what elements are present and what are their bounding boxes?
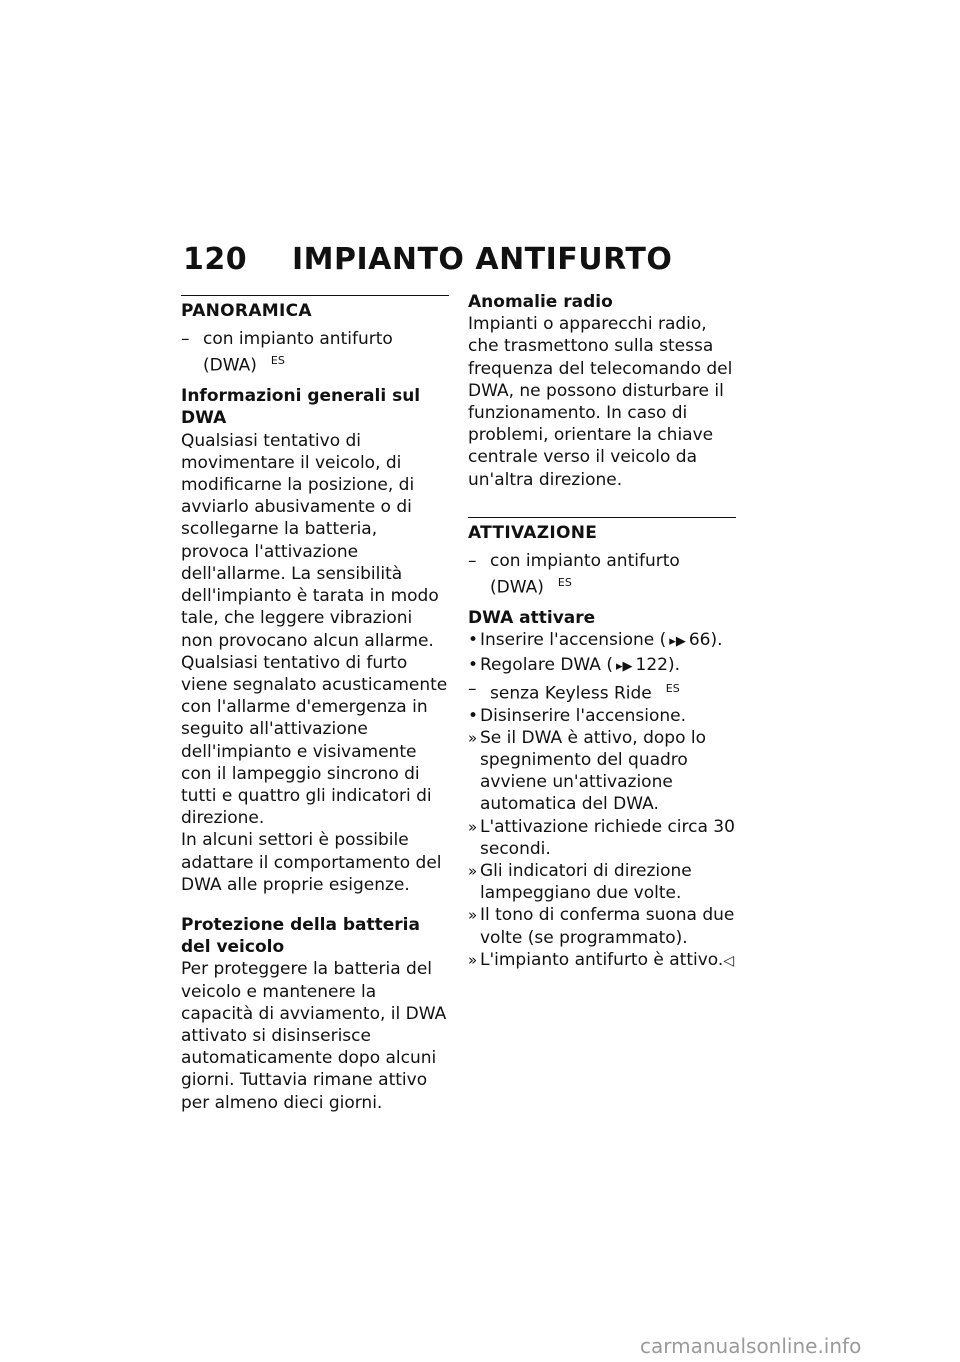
result-arrow-icon: » bbox=[468, 861, 478, 880]
condition-text: senza Keyless Ride bbox=[490, 683, 652, 704]
page-reference-arrow-icon: ▸▶ bbox=[669, 634, 686, 650]
subheading-general-info: Informazioni generali sul DWA bbox=[181, 386, 421, 429]
step-item: • Regolare DWA ( ▸▶ 122). bbox=[468, 654, 736, 678]
page-reference-link[interactable]: 122). bbox=[635, 654, 680, 675]
condition-text: con impianto antifurto (DWA) bbox=[203, 329, 393, 377]
paragraph-general-info: Qualsiasi tentativo di movimentare il veicolo, di modificarne la posizione, di avviarlo abusivamente o di scollegarne la batteria, provoca l'attivazione dell'allarme. La sensibilità dell'impianto è tarata in modo tale, che leggere vibrazioni non provocano alcun allarme. Qualsiasi tentativo di furto viene segnalato acusticamente con l'allarme d'emergenza in seguito all'attivazione dell'impianto e visivamente con il lampeggio sincrono di tutti e quattro gli indicatori di direzione. bbox=[181, 430, 448, 829]
page-header bbox=[183, 242, 672, 277]
step-item: • Disinserire l'accensione. bbox=[468, 705, 687, 726]
bullet-icon: • bbox=[468, 630, 479, 651]
condition-badge: ES bbox=[270, 354, 285, 368]
condition-badge: ES bbox=[665, 681, 680, 695]
result-item: » Gli indicatori di direzione lampeggiano due volte. bbox=[468, 860, 692, 904]
paragraph-battery-protection: Per proteggere la batteria del veicolo e mantenere la capacità di avviamento, il DWA attivato si disinserisce automaticamente dopo alcuni giorni. Tuttavia rimane attivo per almeno dieci giorni. bbox=[181, 959, 447, 1113]
page-reference-link[interactable]: 66). bbox=[688, 630, 723, 651]
dash-marker: – bbox=[468, 678, 477, 699]
result-item: » L'impianto antifurto è attivo.◁ bbox=[468, 949, 735, 970]
condition-text: con impianto antifurto (DWA) bbox=[490, 551, 680, 598]
end-of-section-icon: ◁ bbox=[723, 952, 735, 969]
section-title-attivazione: ATTIVAZIONE bbox=[468, 522, 598, 543]
subheading-battery-protection: Protezione della batteria del veicolo bbox=[181, 914, 420, 958]
page-number: 120 bbox=[183, 242, 248, 277]
result-item: » L'attivazione richiede circa 30 secondi. bbox=[468, 816, 735, 859]
dash-marker: – bbox=[181, 329, 190, 350]
paragraph-radio-interference: Impianti o apparecchi radio, che trasmettono sulla stessa frequenza del telecomando del DWA, ne possono disturbare il funzionamento. In caso di problemi, orientare la chiave centrale verso il veicolo da un'altra direzione. bbox=[468, 314, 733, 490]
page-reference-arrow-icon: ▸▶ bbox=[615, 658, 633, 674]
result-arrow-icon: » bbox=[468, 817, 478, 836]
step-item: • Inserire l'accensione ( ▸▶ 66). bbox=[468, 629, 736, 653]
page-title: IMPIANTO ANTIFURTO bbox=[291, 242, 673, 277]
right-column bbox=[468, 291, 736, 972]
condition-note bbox=[468, 550, 736, 599]
result-arrow-icon: » bbox=[468, 950, 478, 969]
subheading-dwa-activate: DWA attivare bbox=[468, 608, 596, 629]
condition-note bbox=[181, 328, 449, 377]
result-item: » Il tono di conferma suona due volte (se programmato). bbox=[468, 905, 735, 948]
watermark: carmanualsonline.info bbox=[640, 1334, 862, 1358]
subheading-radio-interference: Anomalie radio bbox=[468, 292, 613, 312]
condition-badge: ES bbox=[557, 576, 572, 590]
result-arrow-icon: » bbox=[468, 728, 478, 747]
result-item: » Se il DWA è attivo, dopo lo spegnimento del quadro avviene un'attivazione automatica del DWA. bbox=[468, 727, 707, 815]
paragraph-settings: In alcuni settori è possibile adattare il comportamento del DWA alle proprie esigenze. bbox=[181, 830, 442, 895]
result-arrow-icon: » bbox=[468, 906, 478, 925]
bullet-icon: • bbox=[468, 705, 479, 726]
left-column bbox=[181, 291, 449, 1114]
dash-marker: – bbox=[468, 551, 477, 572]
section-title-panoramica: PANORAMICA bbox=[181, 301, 312, 321]
bullet-icon: • bbox=[468, 654, 479, 675]
condition-note bbox=[468, 678, 736, 705]
